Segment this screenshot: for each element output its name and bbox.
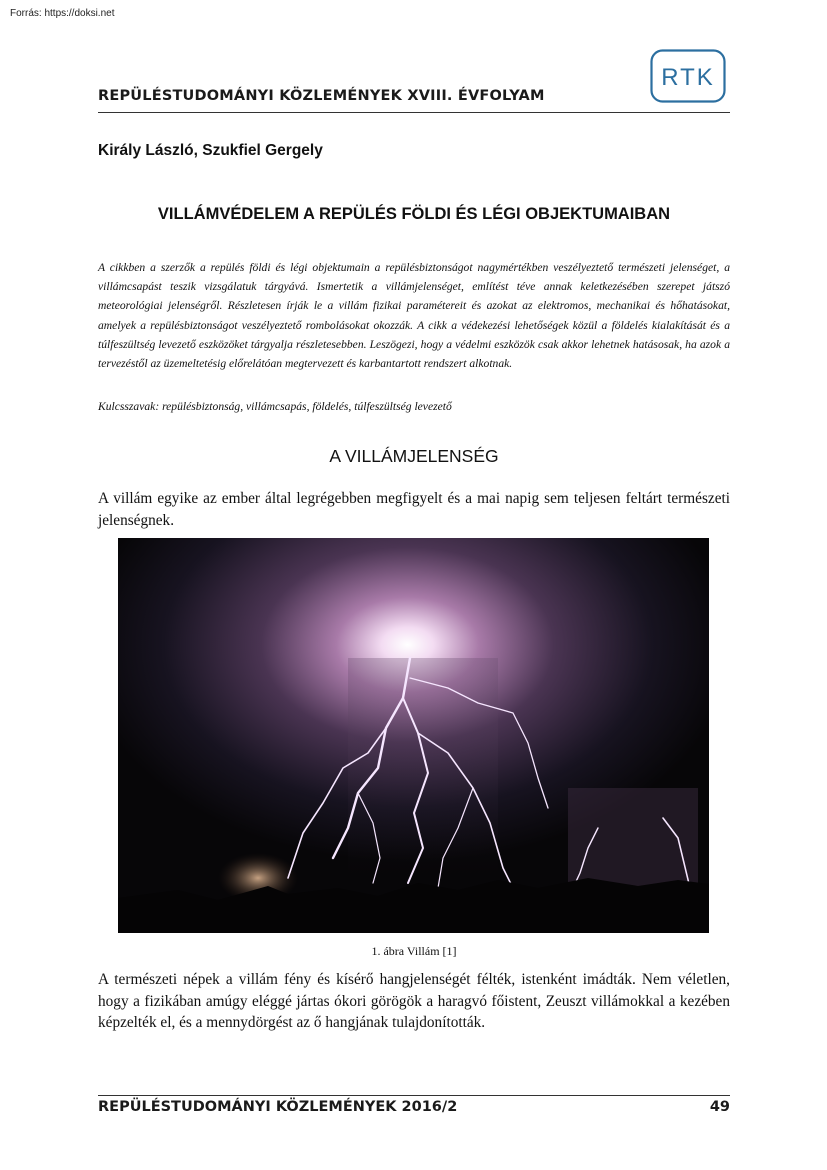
footer-journal: REPÜLÉSTUDOMÁNYI KÖZLEMÉNYEK 2016/2 [98,1099,458,1115]
journal-header: REPÜLÉSTUDOMÁNYI KÖZLEMÉNYEK XVIII. ÉVFOLYAM [98,88,545,104]
paragraph-1: A villám egyike az ember által legrégebben megfigyelt és a mai napig sem teljesen feltárt természeti jelenségnek. [98,490,730,529]
header-divider [98,112,730,113]
abstract: A cikkben a szerzők a repülés földi és légi objektumain a repülésbiztonságot nagymértékben veszélyeztető természeti jelenséget, a villámcsapást teszik vizsgálatuk tárgyává. Ismertetik a villámjelenséget, említést téve annak keletkezésében szerepet játszó meteorológiai jelenségről. Részletesen írják le a villám fizikai paramétereit és azokat az elektromos, mechanikai és hőhatásokat, amelyek a repülésbiztonságot veszélyeztető rombolásokat okozzák. A cikk a védekezési lehetőségek közül a földelés kialakítását és a túlfeszültség levezető eszközöket tárgyalja részletesebben. Leszögezi, hogy a védelmi eszközök csak akkor lehetnek hatásosak, ha azok a tervezéstől az üzemeltetésig előrelátóan megtervezett és karbantartott rendszert alkotnak. [98,261,730,371]
keywords: Kulcsszavak: repülésbiztonság, villámcsapás, földelés, túlfeszültség levezető [98,400,452,413]
rtk-logo [650,49,726,103]
figure-caption: 1. ábra Villám [1] [371,944,457,958]
lightning-photo [118,538,709,933]
footer-divider [98,1095,730,1096]
source-label: Forrás: https://doksi.net [10,8,115,19]
authors: Király László, Szukfiel Gergely [98,142,323,159]
paragraph-2: A természeti népek a villám fény és kísérő hangjelenségét félték, istenként imádták. Nem véletlen, hogy a fizikában amúgy eléggé jártas ókori görögök a haragvó főistent, Zeuszt villámokkal a kezében képzelték el, és a mennydörgést az ő hangjának tulajdonították. [98,971,730,1031]
article-title: VILLÁMVÉDELEM A REPÜLÉS FÖLDI ÉS LÉGI OBJEKTUMAIBAN [157,205,671,223]
page-number: 49 [709,1099,730,1115]
section-heading: A VILLÁMJELENSÉG [329,446,499,466]
logo-text: RTK [661,64,715,91]
